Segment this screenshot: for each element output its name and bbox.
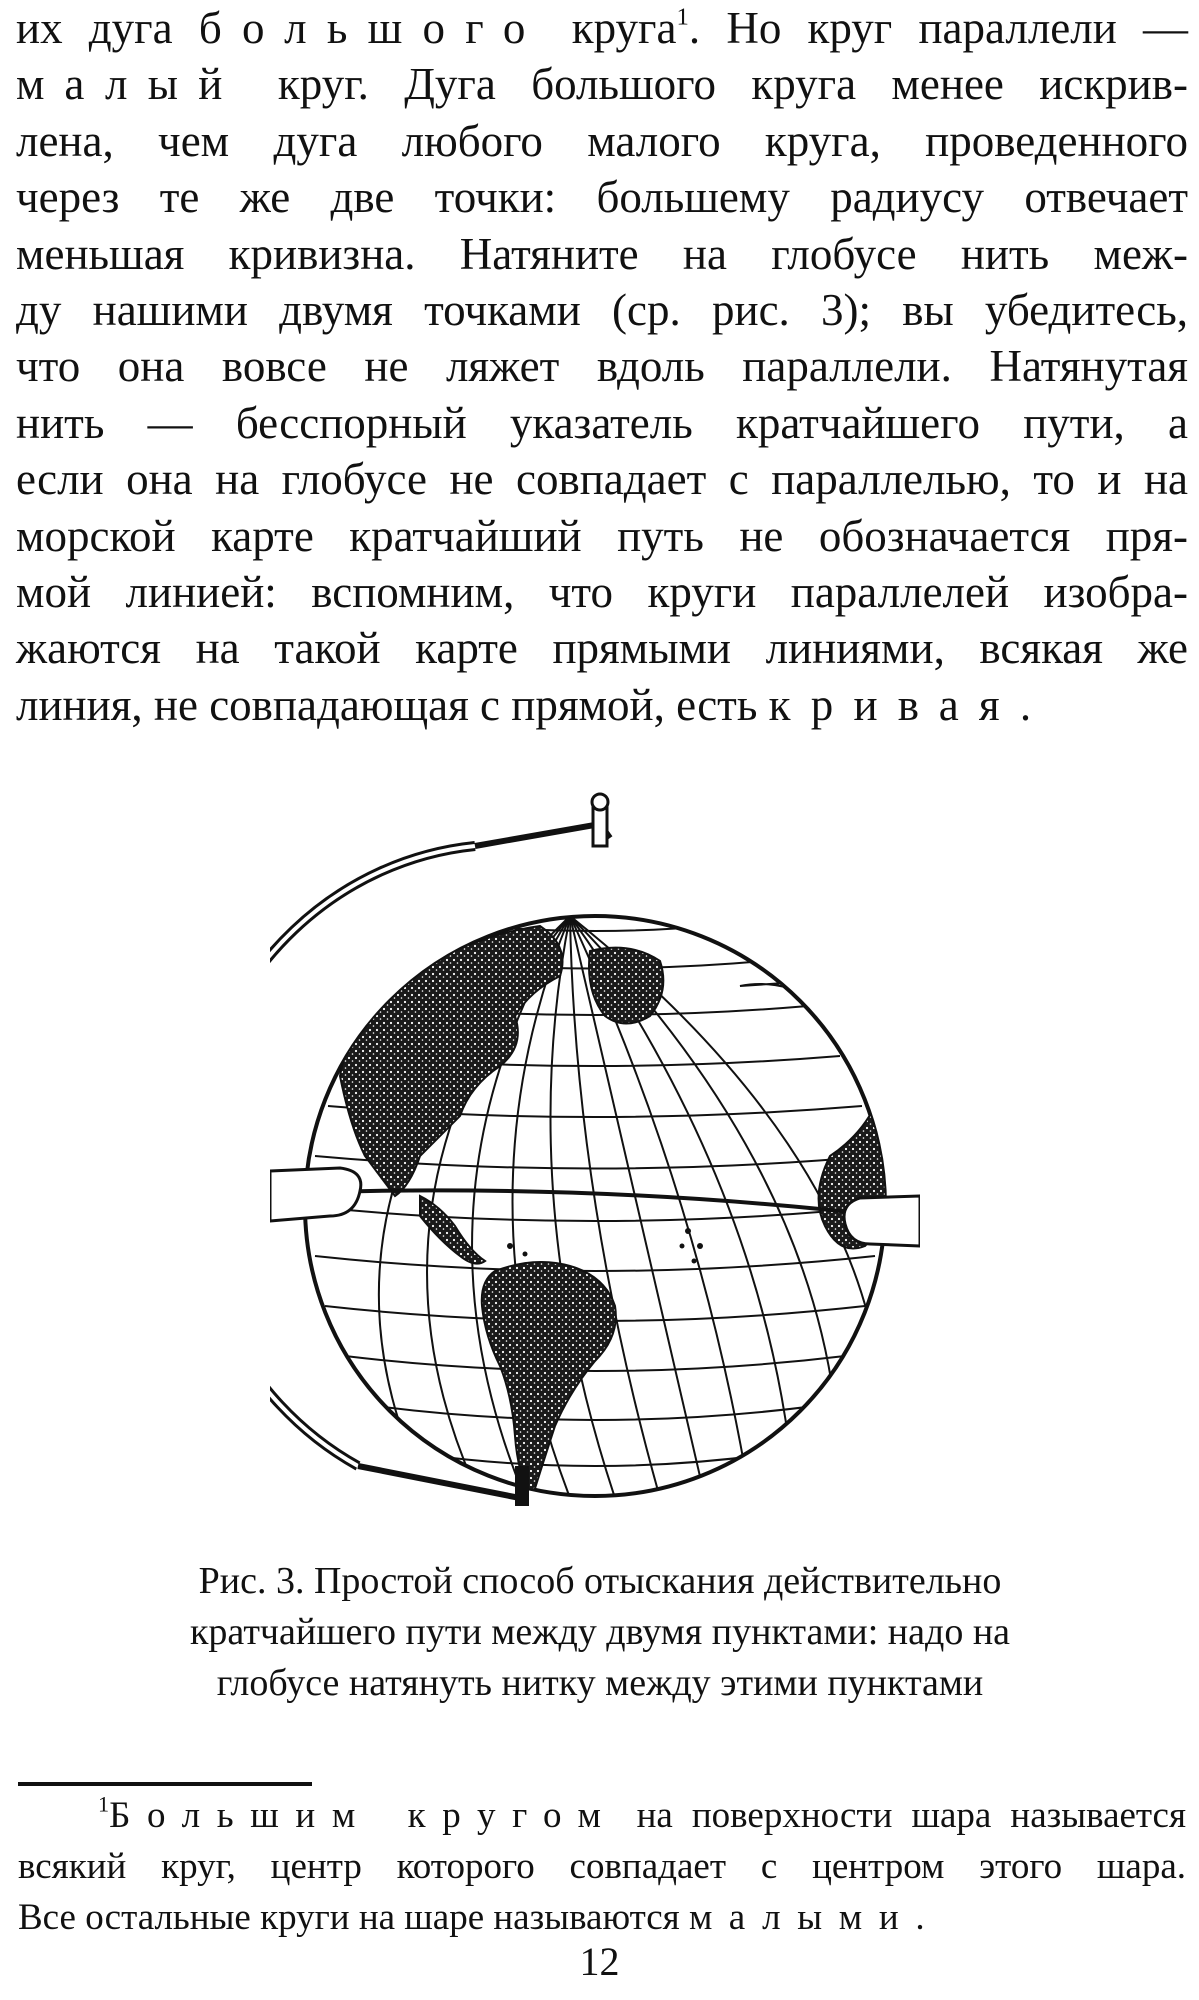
footnote-ref: 1 xyxy=(676,3,689,31)
body-line-5: меньшая кривизна. Натяните на глобусе нить меж- xyxy=(16,228,1188,279)
body-line-7: что она вовсе не ляжет вдоль параллели. Натянутая xyxy=(16,341,1188,392)
body-line-9: если она на глобусе не совпадает с параллелью, то и на xyxy=(16,454,1188,505)
page-number: 12 xyxy=(579,1939,620,1984)
globe-illustration xyxy=(270,776,920,1516)
body-line-11: мой линией: вспомним, что круги параллелей изобра- xyxy=(16,567,1188,618)
left-hand xyxy=(270,1168,361,1221)
figure-caption xyxy=(60,1556,1140,1709)
emphasis-spaced: кривая xyxy=(768,679,1020,730)
body-line-6: ду нашими двумя точками (ср. рис. 3); вы убедитесь, xyxy=(16,285,1188,336)
south-pin xyxy=(515,1466,529,1506)
body-line-10: морской карте кратчайший путь не обозначается пря- xyxy=(16,510,1188,561)
footnote-marker: 1 xyxy=(98,1791,110,1817)
caption-line-1: Рис. 3. Простой способ отыскания действительно xyxy=(198,1560,1002,1602)
footnote-line-3: Все остальные круги на шаре называются малыми. xyxy=(18,1897,925,1938)
footnote xyxy=(18,1790,1186,1943)
emphasis-spaced: малыми xyxy=(688,1897,916,1938)
body-line-3: лена, чем дуга любого малого круга, проведенного xyxy=(16,115,1188,166)
caption-line-3: глобусе натянуть нитку между этими пунктами xyxy=(216,1662,984,1704)
body-line-8: нить — бесспорный указатель кратчайшего пути, а xyxy=(16,397,1188,448)
emphasis-spaced: Большим кругом xyxy=(109,1795,618,1836)
body-line-2: малый круг. Дуга большого круга менее искрив- xyxy=(16,59,1188,110)
footnote-line-2: всякий круг, центр которого совпадает с центром этого шара. xyxy=(18,1846,1186,1887)
emphasis-spaced: большого xyxy=(198,3,546,53)
right-hand xyxy=(844,1196,920,1246)
footnote-divider xyxy=(18,1782,312,1786)
body-text xyxy=(16,0,1188,733)
footnote-line-1: $^1$Большим кругом на поверхности шара называется xyxy=(98,1791,1186,1836)
body-line-13: линия, не совпадающая с прямой, есть кривая. xyxy=(16,679,1032,730)
caption-line-2: кратчайшего пути между двумя пунктами: надо на xyxy=(189,1611,1011,1653)
body-line-12: жаются на такой карте прямыми линиями, всякая же xyxy=(16,623,1188,674)
body-line-1: их дуга большого круга$^1$. Но круг параллели — xyxy=(16,3,1188,53)
body-line-4: через те же две точки: большему радиусу отвечает xyxy=(16,172,1188,223)
north-pin xyxy=(593,806,607,846)
emphasis-spaced: малый xyxy=(16,59,243,110)
